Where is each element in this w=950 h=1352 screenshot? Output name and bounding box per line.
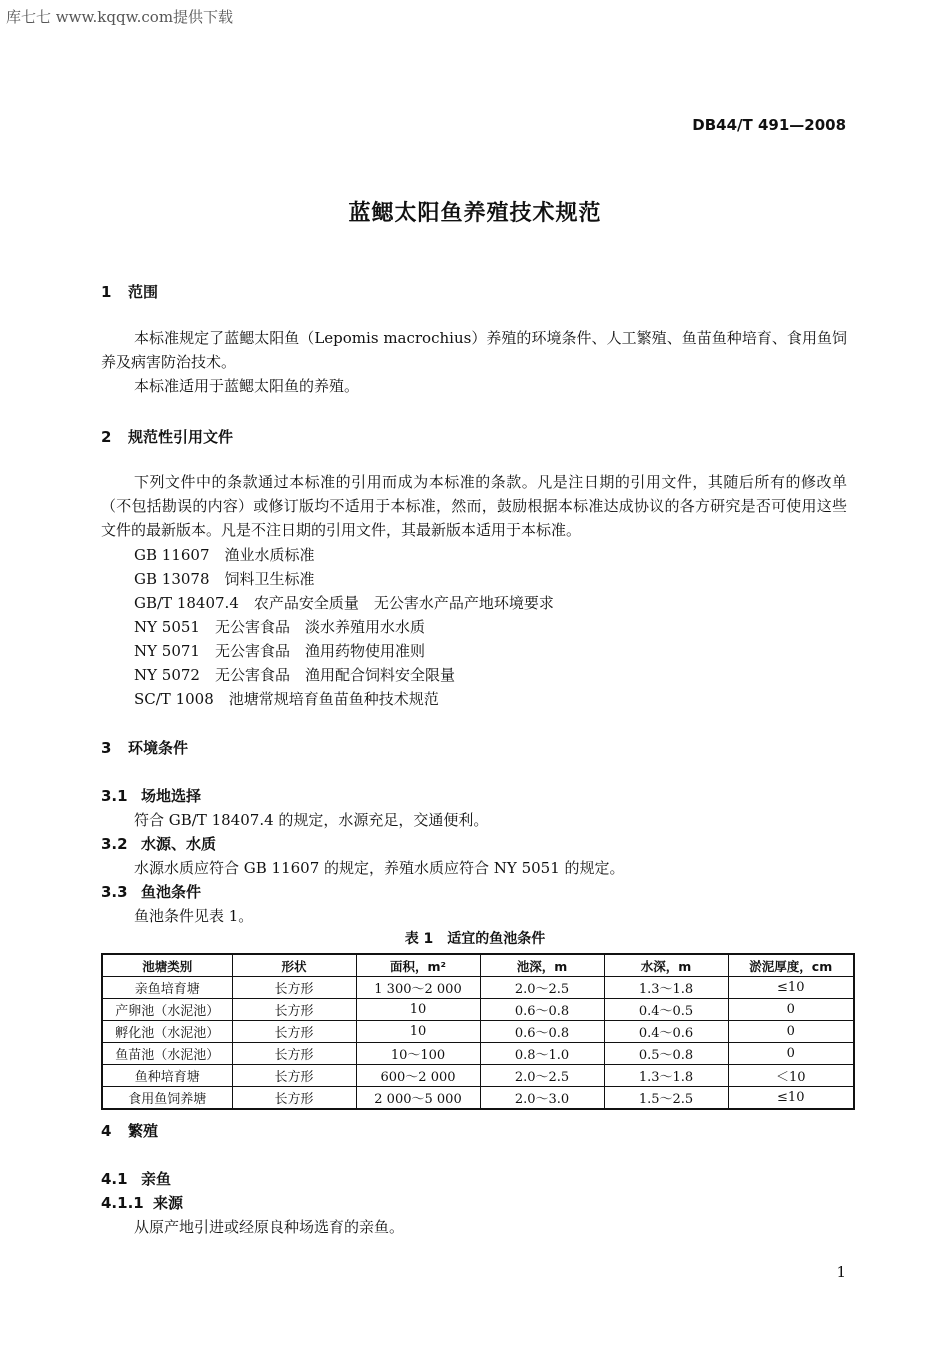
section-title: 亲鱼 <box>141 1170 172 1188</box>
table-row <box>102 1065 854 1087</box>
reference-item <box>134 568 315 589</box>
section-number: 2 <box>101 428 112 446</box>
reference-item <box>134 544 315 565</box>
table-cell: 2 000～5 000 <box>356 1087 480 1110</box>
reference-item <box>134 688 439 709</box>
pond-conditions-table <box>101 953 855 1110</box>
table-cell: 1.3～1.8 <box>604 977 728 999</box>
paragraph: 本标准规定了蓝鳃太阳鱼（Lepomis macrochius）养殖的环境条件、人工繁殖、鱼苗鱼种培育、食用鱼饲养及病害防治技术。 <box>101 329 847 371</box>
table-cell: 600～2 000 <box>356 1065 480 1087</box>
table-row <box>102 977 854 999</box>
paragraph: 本标准适用于蓝鳃太阳鱼的养殖。 <box>134 377 360 395</box>
section-4-heading <box>101 1120 158 1141</box>
section-number: 3.2 <box>101 835 128 853</box>
header-cell: 水深，m <box>604 954 728 977</box>
section-title: 环境条件 <box>128 739 189 757</box>
page-number: 1 <box>836 1263 846 1281</box>
table-cell: 孵化池（水泥池） <box>102 1021 232 1043</box>
ref-code: NY 5072 <box>134 666 200 684</box>
table-cell: 2.0～2.5 <box>480 977 604 999</box>
table-cell: ＜10 <box>728 1065 854 1087</box>
section-title: 来源 <box>153 1194 184 1212</box>
table-header-row <box>102 954 854 977</box>
section-title: 场地选择 <box>141 787 202 805</box>
section-number: 4.1 <box>101 1170 128 1188</box>
ref-name: 无公害食品 渔用药物使用准则 <box>215 642 426 660</box>
header-cell: 面积，m² <box>356 954 480 977</box>
table-cell: 2.0～2.5 <box>480 1065 604 1087</box>
section-number: 4 <box>101 1122 112 1140</box>
table-cell: 鱼苗池（水泥池） <box>102 1043 232 1065</box>
table-cell: 长方形 <box>232 999 356 1021</box>
table-row <box>102 999 854 1021</box>
section-number: 1 <box>101 283 112 301</box>
header-cell: 形状 <box>232 954 356 977</box>
watermark: 库七七 www.kqqw.com提供下载 <box>6 8 234 26</box>
table-cell: 0.6～0.8 <box>480 1021 604 1043</box>
table-cell: 0 <box>728 999 854 1021</box>
paragraph: 符合 GB/T 18407.4 的规定，水源充足，交通便利。 <box>134 811 489 829</box>
reference-item <box>134 592 554 613</box>
section-number: 3.1 <box>101 787 128 805</box>
section-title: 范围 <box>128 283 159 301</box>
header-cell: 淤泥厚度，cm <box>728 954 854 977</box>
subsection-4-1-heading <box>101 1168 171 1189</box>
document-number: DB44/T 491—2008 <box>692 116 846 134</box>
table-cell: 长方形 <box>232 1021 356 1043</box>
table-row <box>102 1087 854 1110</box>
table-cell: 1.3～1.8 <box>604 1065 728 1087</box>
ref-code: GB 11607 <box>134 546 210 564</box>
ref-name: 农产品安全质量 无公害水产品产地环境要求 <box>253 594 554 612</box>
table-cell: ≤10 <box>728 977 854 999</box>
section-title: 繁殖 <box>128 1122 159 1140</box>
ref-name: 无公害食品 渔用配合饲料安全限量 <box>215 666 456 684</box>
table-cell: 0.6～0.8 <box>480 999 604 1021</box>
ref-code: GB 13078 <box>134 570 210 588</box>
table-cell: 鱼种培育塘 <box>102 1065 232 1087</box>
table-cell: 长方形 <box>232 1043 356 1065</box>
subsection-4-1-1-heading <box>101 1192 183 1213</box>
ref-code: NY 5071 <box>134 642 200 660</box>
table-cell: 长方形 <box>232 1087 356 1110</box>
table-cell: 0.4～0.6 <box>604 1021 728 1043</box>
table-cell: 1 300～2 000 <box>356 977 480 999</box>
section-number: 3 <box>101 739 112 757</box>
subsection-3-3-heading <box>101 881 201 902</box>
section-number: 3.3 <box>101 883 128 901</box>
section-3-heading <box>101 737 188 758</box>
table-cell: 10～100 <box>356 1043 480 1065</box>
subsection-3-1-heading <box>101 785 201 806</box>
section-2-body <box>101 470 847 542</box>
table-row <box>102 1043 854 1065</box>
paragraph: 水源水质应符合 GB 11607 的规定，养殖水质应符合 NY 5051 的规定。 <box>134 859 625 877</box>
reference-item <box>134 664 455 685</box>
reference-item <box>134 616 425 637</box>
section-2-heading <box>101 426 233 447</box>
ref-name: 渔业水质标准 <box>224 546 315 564</box>
page-title: 蓝鳃太阳鱼养殖技术规范 <box>348 201 602 226</box>
section-number: 4.1.1 <box>101 1194 144 1212</box>
paragraph: 下列文件中的条款通过本标准的引用而成为本标准的条款。凡是注日期的引用文件，其随后所有的修改单（不包括勘误的内容）或修订版均不适用于本标准，然而，鼓励根据本标准达成协议的各方研究是否可使用这些文件的最新版本。凡是不注日期的引用文件，其最新版本适用于本标准。 <box>101 473 847 539</box>
paragraph: 从原产地引进或经原良种场选育的亲鱼。 <box>134 1218 405 1236</box>
table-cell: 0 <box>728 1021 854 1043</box>
section-title: 规范性引用文件 <box>128 428 234 446</box>
ref-code: NY 5051 <box>134 618 200 636</box>
table-cell: 10 <box>356 1021 480 1043</box>
table-cell: 1.5～2.5 <box>604 1087 728 1110</box>
table-cell: 0.5～0.8 <box>604 1043 728 1065</box>
ref-name: 池塘常规培育鱼苗鱼种技术规范 <box>228 690 439 708</box>
paragraph: 鱼池条件见表 1。 <box>134 907 254 925</box>
ref-code: SC/T 1008 <box>134 690 214 708</box>
table-cell: 长方形 <box>232 977 356 999</box>
table-cell: 0.4～0.5 <box>604 999 728 1021</box>
table-cell: 2.0～3.0 <box>480 1087 604 1110</box>
table-cell: 亲鱼培育塘 <box>102 977 232 999</box>
ref-code: GB/T 18407.4 <box>134 594 239 612</box>
subsection-3-2-heading <box>101 833 216 854</box>
table-cell: 产卵池（水泥池） <box>102 999 232 1021</box>
ref-name: 无公害食品 淡水养殖用水水质 <box>215 618 426 636</box>
header-cell: 池深，m <box>480 954 604 977</box>
table-caption: 表 1 适宜的鱼池条件 <box>404 931 546 947</box>
table-cell: 食用鱼饲养塘 <box>102 1087 232 1110</box>
section-title: 水源、水质 <box>141 835 217 853</box>
ref-name: 饲料卫生标准 <box>224 570 315 588</box>
section-title: 鱼池条件 <box>141 883 202 901</box>
section-1-heading <box>101 281 158 302</box>
table-cell: 10 <box>356 999 480 1021</box>
table-cell: 长方形 <box>232 1065 356 1087</box>
table-cell: ≤10 <box>728 1087 854 1110</box>
reference-item <box>134 640 425 661</box>
section-1-body <box>101 326 847 398</box>
header-cell: 池塘类别 <box>102 954 232 977</box>
table-cell: 0.8～1.0 <box>480 1043 604 1065</box>
table-cell: 0 <box>728 1043 854 1065</box>
table-row <box>102 1021 854 1043</box>
